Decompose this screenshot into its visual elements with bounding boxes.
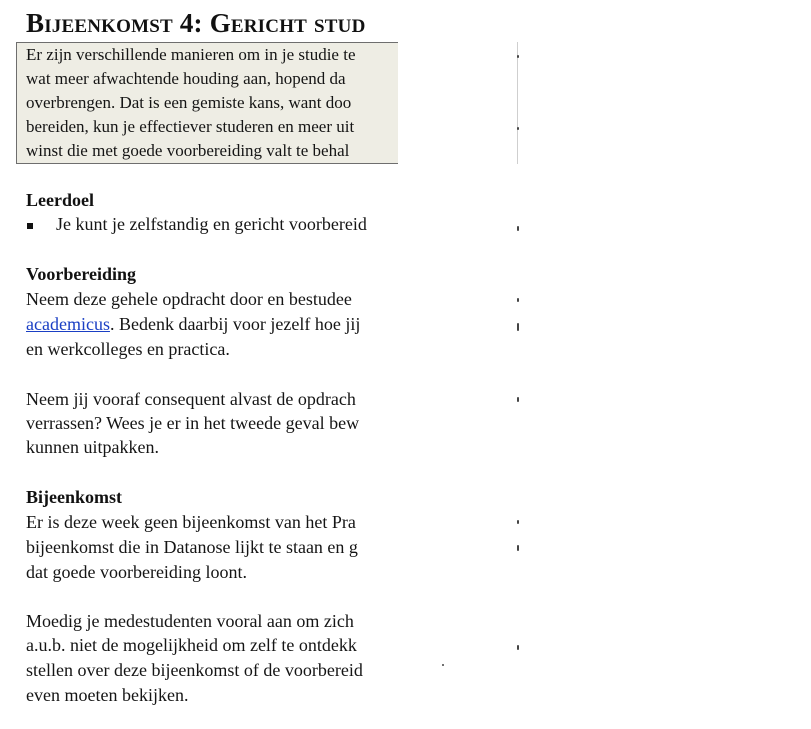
paragraph-line: kunnen uitpakken. bbox=[26, 437, 159, 457]
text-fragment bbox=[517, 298, 519, 302]
paragraph-line: Neem deze gehele opdracht door en bestudee bbox=[26, 289, 352, 309]
section-heading-voorbereiding: Voorbereiding bbox=[26, 264, 137, 284]
paragraph-line: stellen over deze bijeenkomst of de voorbereid bbox=[26, 660, 363, 680]
intro-line: overbrengen. Dat is een gemiste kans, want doo bbox=[26, 93, 352, 112]
text-fragment bbox=[517, 323, 519, 331]
intro-line: winst die met goede voorbereiding valt te behal bbox=[26, 141, 350, 160]
document-page bbox=[0, 0, 398, 729]
intro-line: wat meer afwachtende houding aan, hopend da bbox=[26, 69, 346, 88]
paragraph-text: . Bedenk daarbij voor jezelf hoe jij bbox=[109, 314, 361, 334]
text-fragment bbox=[517, 545, 519, 551]
learning-goal-item: Je kunt je zelfstandig en gericht voorbereid bbox=[56, 214, 367, 234]
paragraph-line: Neem jij vooraf consequent alvast de opdrach bbox=[26, 389, 356, 409]
paragraph-line: dat goede voorbereiding loont. bbox=[26, 562, 247, 582]
section-heading-bijeenkomst: Bijeenkomst bbox=[26, 487, 122, 507]
paragraph-line: verrassen? Wees je er in het tweede geval bew bbox=[26, 413, 360, 433]
paragraph-line: even moeten bekijken. bbox=[26, 685, 189, 705]
text-fragment bbox=[517, 226, 519, 231]
bullet-square-icon bbox=[27, 223, 33, 229]
paragraph-line: Moedig je medestudenten vooral aan om zich bbox=[26, 611, 354, 631]
intro-line: Er zijn verschillende manieren om in je studie te bbox=[26, 45, 356, 64]
text-fragment bbox=[517, 520, 519, 524]
page-title: Bijeenkomst 4: Gericht stud bbox=[26, 8, 366, 38]
text-fragment bbox=[517, 127, 519, 130]
section-heading-leerdoel: Leerdoel bbox=[26, 190, 94, 210]
academicus-link[interactable]: academicus bbox=[26, 314, 110, 334]
paragraph-line-with-link bbox=[26, 314, 360, 335]
paragraph-line: bijeenkomst die in Datanose lijkt te staan en g bbox=[26, 537, 358, 557]
text-fragment bbox=[442, 664, 444, 666]
intro-line: bereiden, kun je effectiever studeren en meer uit bbox=[26, 117, 355, 136]
text-fragment bbox=[517, 645, 519, 650]
text-fragment bbox=[517, 55, 519, 58]
text-fragment bbox=[517, 397, 519, 402]
column-edge-line bbox=[517, 42, 518, 164]
paragraph-line: Er is deze week geen bijeenkomst van het Pra bbox=[26, 512, 356, 532]
paragraph-line: a.u.b. niet de mogelijkheid om zelf te ontdekk bbox=[26, 635, 357, 655]
paragraph-line: en werkcolleges en practica. bbox=[26, 339, 230, 359]
